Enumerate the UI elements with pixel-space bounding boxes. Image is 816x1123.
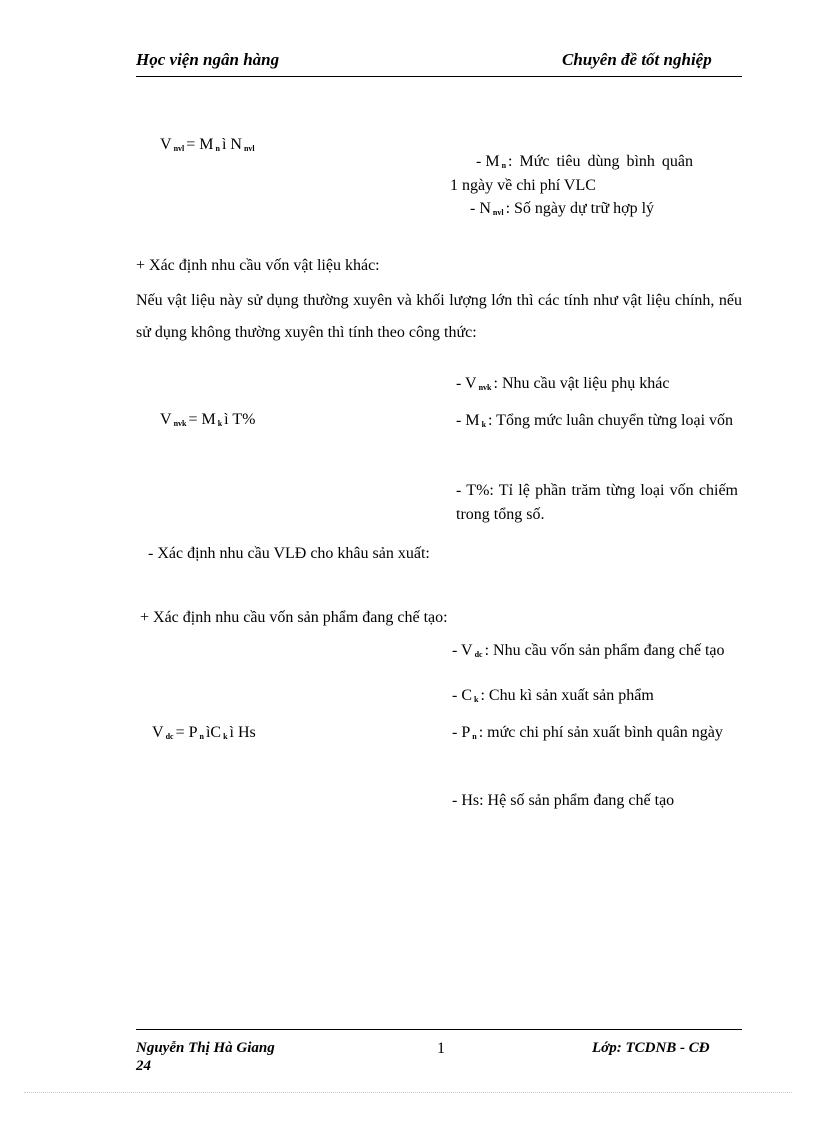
- header-rule: [136, 76, 742, 77]
- formula-dc: V $_{dc}$ = P $_n$ ìC $_k$ ì Hs: [152, 724, 256, 741]
- footer-number: 24: [136, 1058, 151, 1074]
- page-number: 1: [437, 1040, 445, 1057]
- heading-other-materials: + Xác định nhu cầu vốn vật liệu khác:: [136, 257, 380, 274]
- def-mk: - M $_k$ : Tổng mức luân chuyển từng loại vốn: [456, 412, 734, 429]
- def-vdc: - V $_{dc}$ : Nhu cầu vốn sản phẩm đang chế tạo: [452, 642, 725, 659]
- header-left: Học viện ngân hàng: [136, 50, 280, 69]
- page-bottom-border: [24, 1092, 792, 1093]
- def-hs: - Hs: Hệ số sản phẩm đang chế tạo: [452, 792, 675, 809]
- heading-wip: + Xác định nhu cầu vốn sản phẩm đang chế tạo:: [140, 609, 448, 626]
- def-nnvl: - N $_{nvl}$ : Số ngày dự trữ hợp lý: [470, 200, 655, 217]
- heading-production-stage: - Xác định nhu cầu VLĐ cho khâu sản xuất:: [148, 545, 430, 562]
- def-mn-cont: 1 ngày về chi phí VLC: [450, 177, 596, 194]
- footer-rule: [136, 1029, 742, 1030]
- paragraph-other-materials: Nếu vật liệu này sử dụng thường xuyên và khối lượng lớn thì các tính như vật liệu chính, nếu sử dụng không thường xuyên thì tính theo công thức:: [136, 292, 742, 341]
- def-vnvk: - V $_{nvk}$ : Nhu cầu vật liệu phụ khác: [456, 375, 670, 392]
- formula-nvk: V $_{nvk}$ = M $_k$ ì T%: [160, 411, 256, 428]
- footer-class: Lớp: TCDNB - CĐ: [592, 1040, 710, 1056]
- def-mn: - M $_n$ : Mức tiêu dùng bình quân: [476, 153, 693, 170]
- header-right: Chuyên đề tốt nghiệp: [562, 50, 712, 69]
- def-t-percent: - T%: Tỉ lệ phần trăm từng loại vốn chiếm trong tổng số.: [456, 482, 738, 523]
- def-ck: - C $_k$ : Chu kì sản xuất sản phẩm: [452, 687, 654, 704]
- def-pn: - P $_n$ : mức chi phí sản xuất bình quân ngày: [452, 724, 723, 741]
- formula-nvl: V $_{nvl}$ = M $_n$ ì N $_{nvl}$: [160, 136, 255, 153]
- footer-name: Nguyễn Thị Hà Giang: [136, 1040, 275, 1056]
